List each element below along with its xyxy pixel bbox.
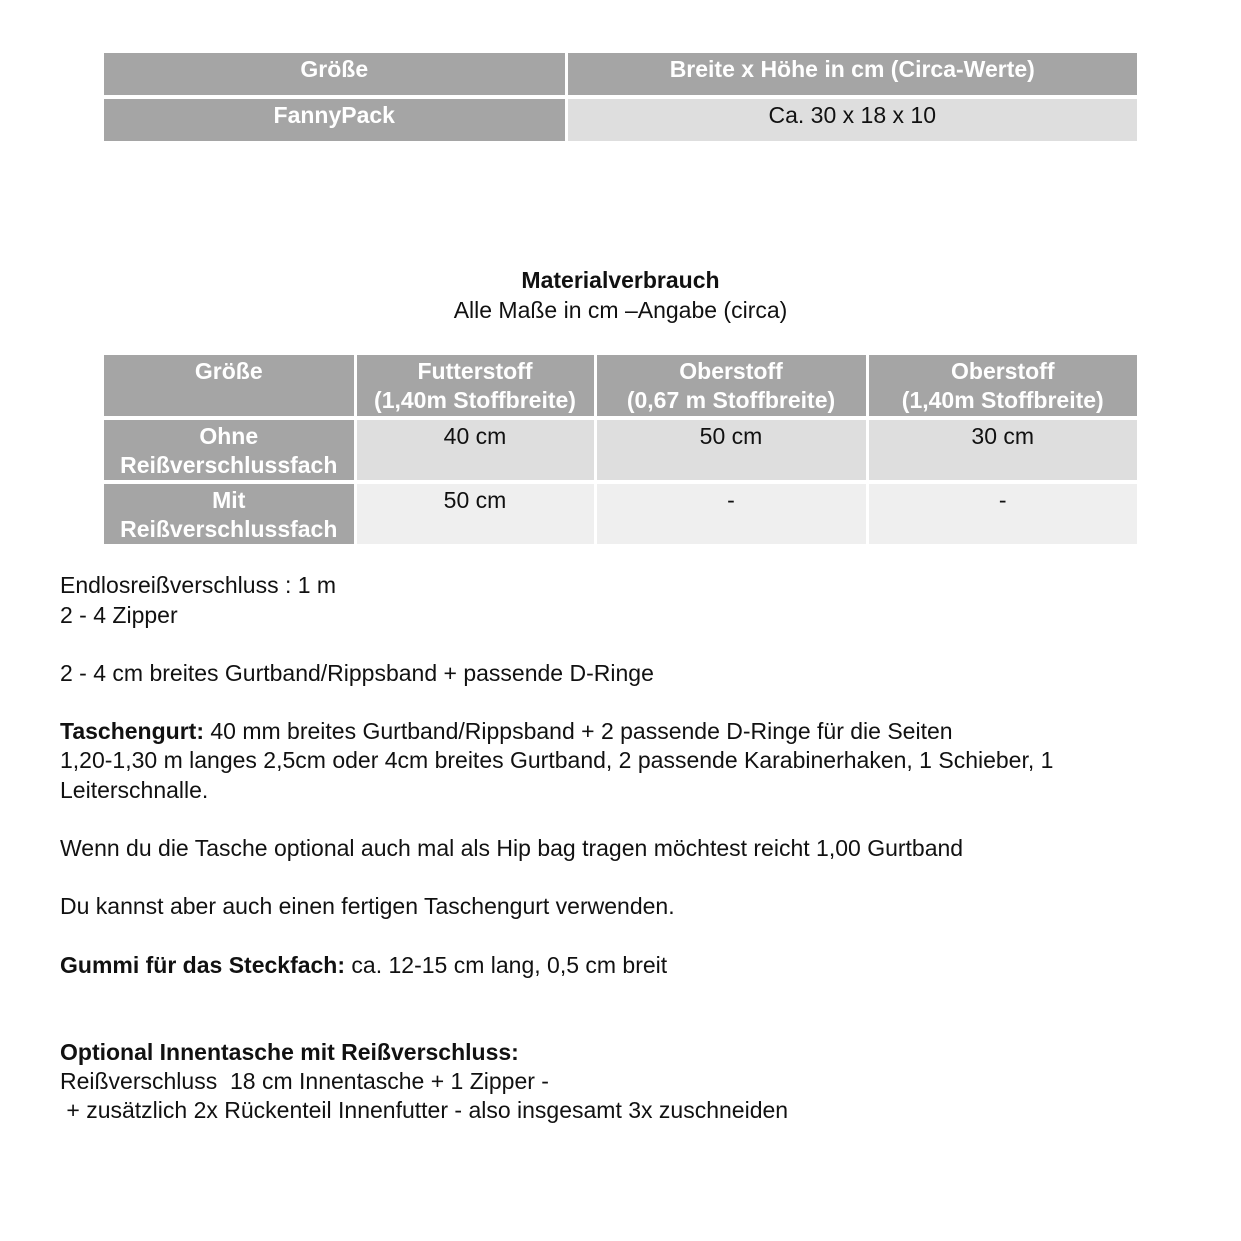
table-cell: - bbox=[595, 482, 867, 544]
header-line: Größe bbox=[194, 358, 263, 384]
zipper-count-note: 2 - 4 Zipper bbox=[60, 602, 178, 628]
strap-note-line2: 1,20-1,30 m langes 2,5cm oder 4cm breites Gurtband, 2 passende Karabinerhaken, 1 Schieber, 1 bbox=[60, 747, 1054, 773]
row-label-line: Mit bbox=[212, 487, 246, 513]
table-cell: 30 cm bbox=[867, 418, 1137, 482]
table-row bbox=[104, 482, 1137, 544]
table-cell: 40 cm bbox=[355, 418, 595, 482]
elastic-text: ca. 12-15 cm lang, 0,5 cm breit bbox=[345, 952, 668, 978]
inner-pocket-line1: Reißverschluss 18 cm Innentasche + 1 Zipper - bbox=[60, 1068, 549, 1094]
material-header-row bbox=[104, 355, 1137, 418]
size-label-cell: FannyPack bbox=[104, 97, 566, 141]
strap-text: 40 mm breites Gurtband/Rippsband + 2 passende D-Ringe für die Seiten bbox=[203, 718, 953, 744]
header-line: (1,40m Stoffbreite) bbox=[374, 387, 576, 413]
header-outer-fabric-140 bbox=[867, 355, 1137, 418]
size-table bbox=[104, 53, 1137, 141]
strap-note-line3: Leiterschnalle. bbox=[60, 777, 209, 803]
strap-label: Taschengurt: bbox=[60, 718, 204, 744]
table-cell: 50 cm bbox=[355, 482, 595, 544]
row-label-without-zip bbox=[104, 418, 355, 482]
table-row bbox=[104, 97, 1137, 141]
elastic-label: Gummi für das Steckfach: bbox=[60, 952, 346, 978]
row-label-line: Reißverschlussfach bbox=[120, 452, 338, 478]
header-line: Futterstoff bbox=[417, 358, 533, 384]
header-outer-fabric-067 bbox=[595, 355, 867, 418]
dimensions-value-cell: Ca. 30 x 18 x 10 bbox=[566, 97, 1137, 141]
header-line: Oberstoff bbox=[951, 358, 1055, 384]
row-label-with-zip bbox=[104, 482, 355, 544]
material-subtitle: Alle Maße in cm –Angabe (circa) bbox=[453, 297, 788, 323]
elastic-note bbox=[60, 950, 667, 980]
dimensions-header-cell: Breite x Höhe in cm (Circa-Werte) bbox=[566, 53, 1137, 97]
header-line: Oberstoff bbox=[679, 358, 783, 384]
table-cell: 50 cm bbox=[595, 418, 867, 482]
belt-note: 2 - 4 cm breites Gurtband/Rippsband + passende D-Ringe bbox=[60, 660, 654, 686]
strap-note bbox=[60, 716, 953, 746]
header-line: (0,67 m Stoffbreite) bbox=[626, 387, 836, 413]
material-table bbox=[104, 355, 1137, 544]
ready-strap-note: Du kannst aber auch einen fertigen Taschengurt verwenden. bbox=[60, 893, 675, 919]
zipper-length-note: Endlosreißverschluss : 1 m bbox=[60, 572, 337, 598]
inner-pocket-title: Optional Innentasche mit Reißverschluss: bbox=[60, 1039, 519, 1065]
header-lining-fabric bbox=[355, 355, 595, 418]
size-table-header-row bbox=[104, 53, 1137, 97]
material-title: Materialverbrauch bbox=[521, 267, 720, 293]
row-label-line: Ohne bbox=[199, 423, 259, 449]
header-line: (1,40m Stoffbreite) bbox=[901, 387, 1104, 413]
inner-pocket-line2: + zusätzlich 2x Rückenteil Innenfutter - also insgesamt 3x zuschneiden bbox=[60, 1097, 789, 1123]
hipbag-note: Wenn du die Tasche optional auch mal als Hip bag tragen möchtest reicht 1,00 Gurtband bbox=[60, 835, 964, 861]
table-row bbox=[104, 418, 1137, 482]
header-size bbox=[104, 355, 355, 418]
row-label-line: Reißverschlussfach bbox=[120, 516, 338, 542]
table-cell: - bbox=[867, 482, 1137, 544]
size-header-cell: Größe bbox=[104, 53, 566, 97]
material-heading bbox=[0, 265, 1241, 325]
